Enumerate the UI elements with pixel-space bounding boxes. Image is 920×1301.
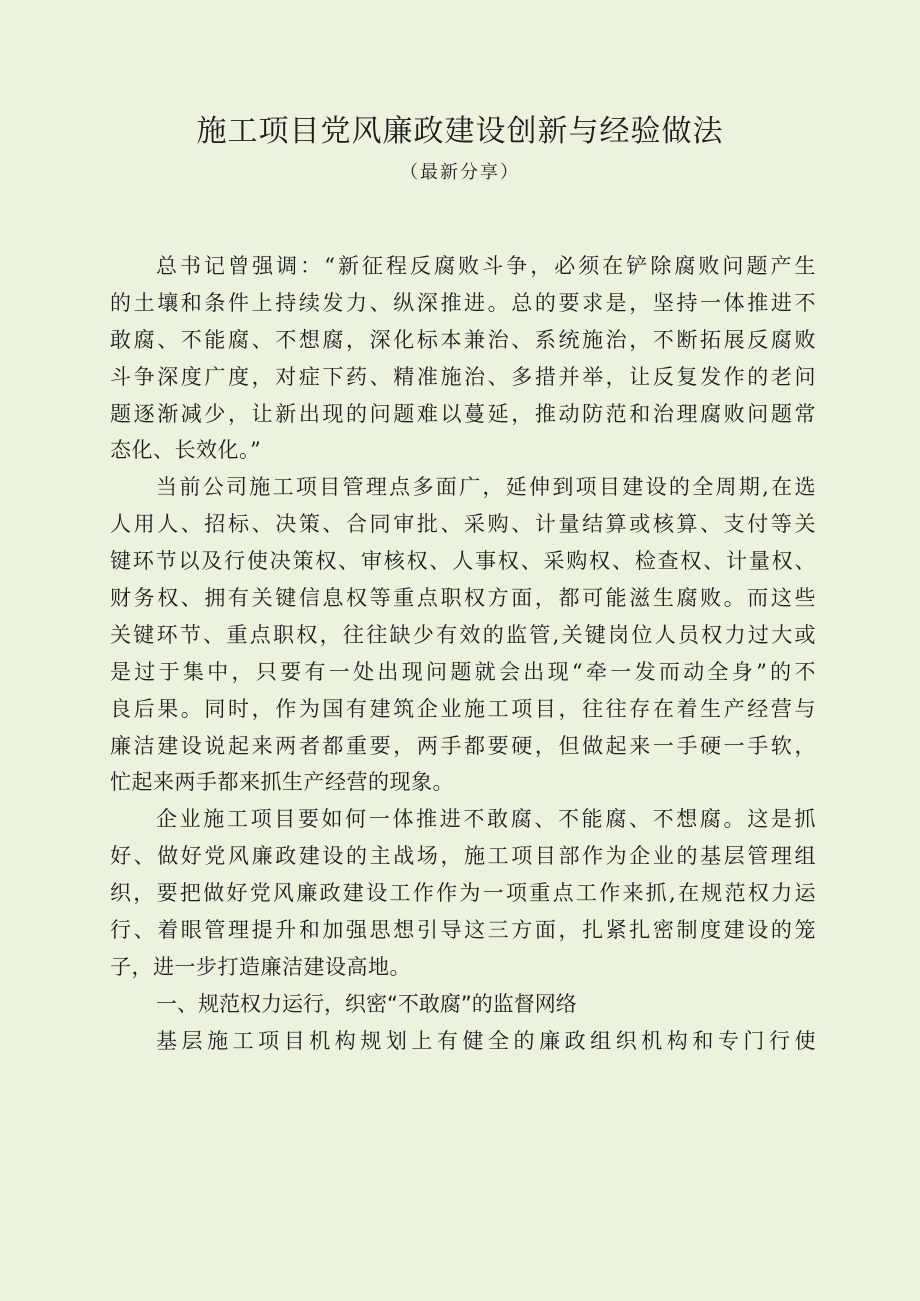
paragraph-line: 行、着眼管理提升和加强思想引导这三方面，扎紧扎密制度建设的笼: [110, 918, 816, 943]
paragraph-line: 良后果。同时，作为国有建筑企业施工项目，往往存在着生产经营与: [110, 696, 816, 721]
paragraph-line: 敢腐、不能腐、不想腐，深化标本兼治、系统施治，不断拓展反腐败: [110, 327, 816, 352]
section-heading: 一、规范权力运行，织密“不敢腐”的监督网络: [156, 991, 577, 1016]
paragraph-line: 人用人、招标、决策、合同审批、采购、计量结算或核算、支付等关: [110, 512, 816, 537]
document-body: [110, 248, 816, 1060]
paragraph-2: [110, 469, 816, 801]
paragraph-line: 子，进一步打造廉洁建设高地。: [110, 954, 411, 979]
paragraph-line: 企业施工项目要如何一体推进不敢腐、不能腐、不想腐。这是抓: [156, 807, 816, 832]
paragraph-line: 财务权、拥有关键信息权等重点职权方面，都可能滋生腐败。而这些: [110, 586, 816, 611]
paragraph-4: [110, 1023, 816, 1060]
paragraph-line: 好、做好党风廉政建设的主战场，施工项目部作为企业的基层管理组: [110, 844, 816, 869]
document-subtitle: （最新分享）: [400, 162, 520, 183]
paragraph-line: 基层施工项目机构规划上有健全的廉政组织机构和专门行使: [156, 1028, 816, 1053]
paragraph-line: 当前公司施工项目管理点多面广，延伸到项目建设的全周期,在选: [156, 475, 816, 500]
paragraph-line: 态化、长效化。”: [110, 438, 262, 463]
paragraph-line: 织，要把做好党风廉政建设工作作为一项重点工作来抓,在规范权力运: [110, 881, 816, 906]
paragraph-line: 题逐渐减少，让新出现的问题难以蔓延，推动防范和治理腐败问题常: [110, 401, 816, 426]
paragraph-line: 关键环节、重点职权，往往缺少有效的监管,关键岗位人员权力过大或: [110, 622, 816, 647]
paragraph-line: 总书记曾强调：“新征程反腐败斗争，必须在铲除腐败问题产生: [156, 254, 816, 278]
paragraph-line: 廉洁建设说起来两者都重要，两手都要硬，但做起来一手硬一手软，: [110, 733, 816, 758]
paragraph-line: 斗争深度广度，对症下药、精准施治、多措并举，让反复发作的老问: [110, 364, 816, 389]
document-title: 施工项目党风廉政建设创新与经验做法: [196, 114, 724, 149]
paragraph-line: 忙起来两手都来抓生产经营的现象。: [110, 770, 454, 795]
paragraph-1: [110, 248, 816, 469]
paragraph-line: 是过于集中，只要有一处出现问题就会出现“牵一发而动全身”的不: [110, 659, 816, 684]
paragraph-3: [110, 801, 816, 985]
paragraph-line: 的土壤和条件上持续发力、纵深推进。总的要求是，坚持一体推进不: [110, 290, 816, 315]
paragraph-line: 键环节以及行使决策权、审核权、人事权、采购权、检查权、计量权、: [110, 549, 816, 574]
